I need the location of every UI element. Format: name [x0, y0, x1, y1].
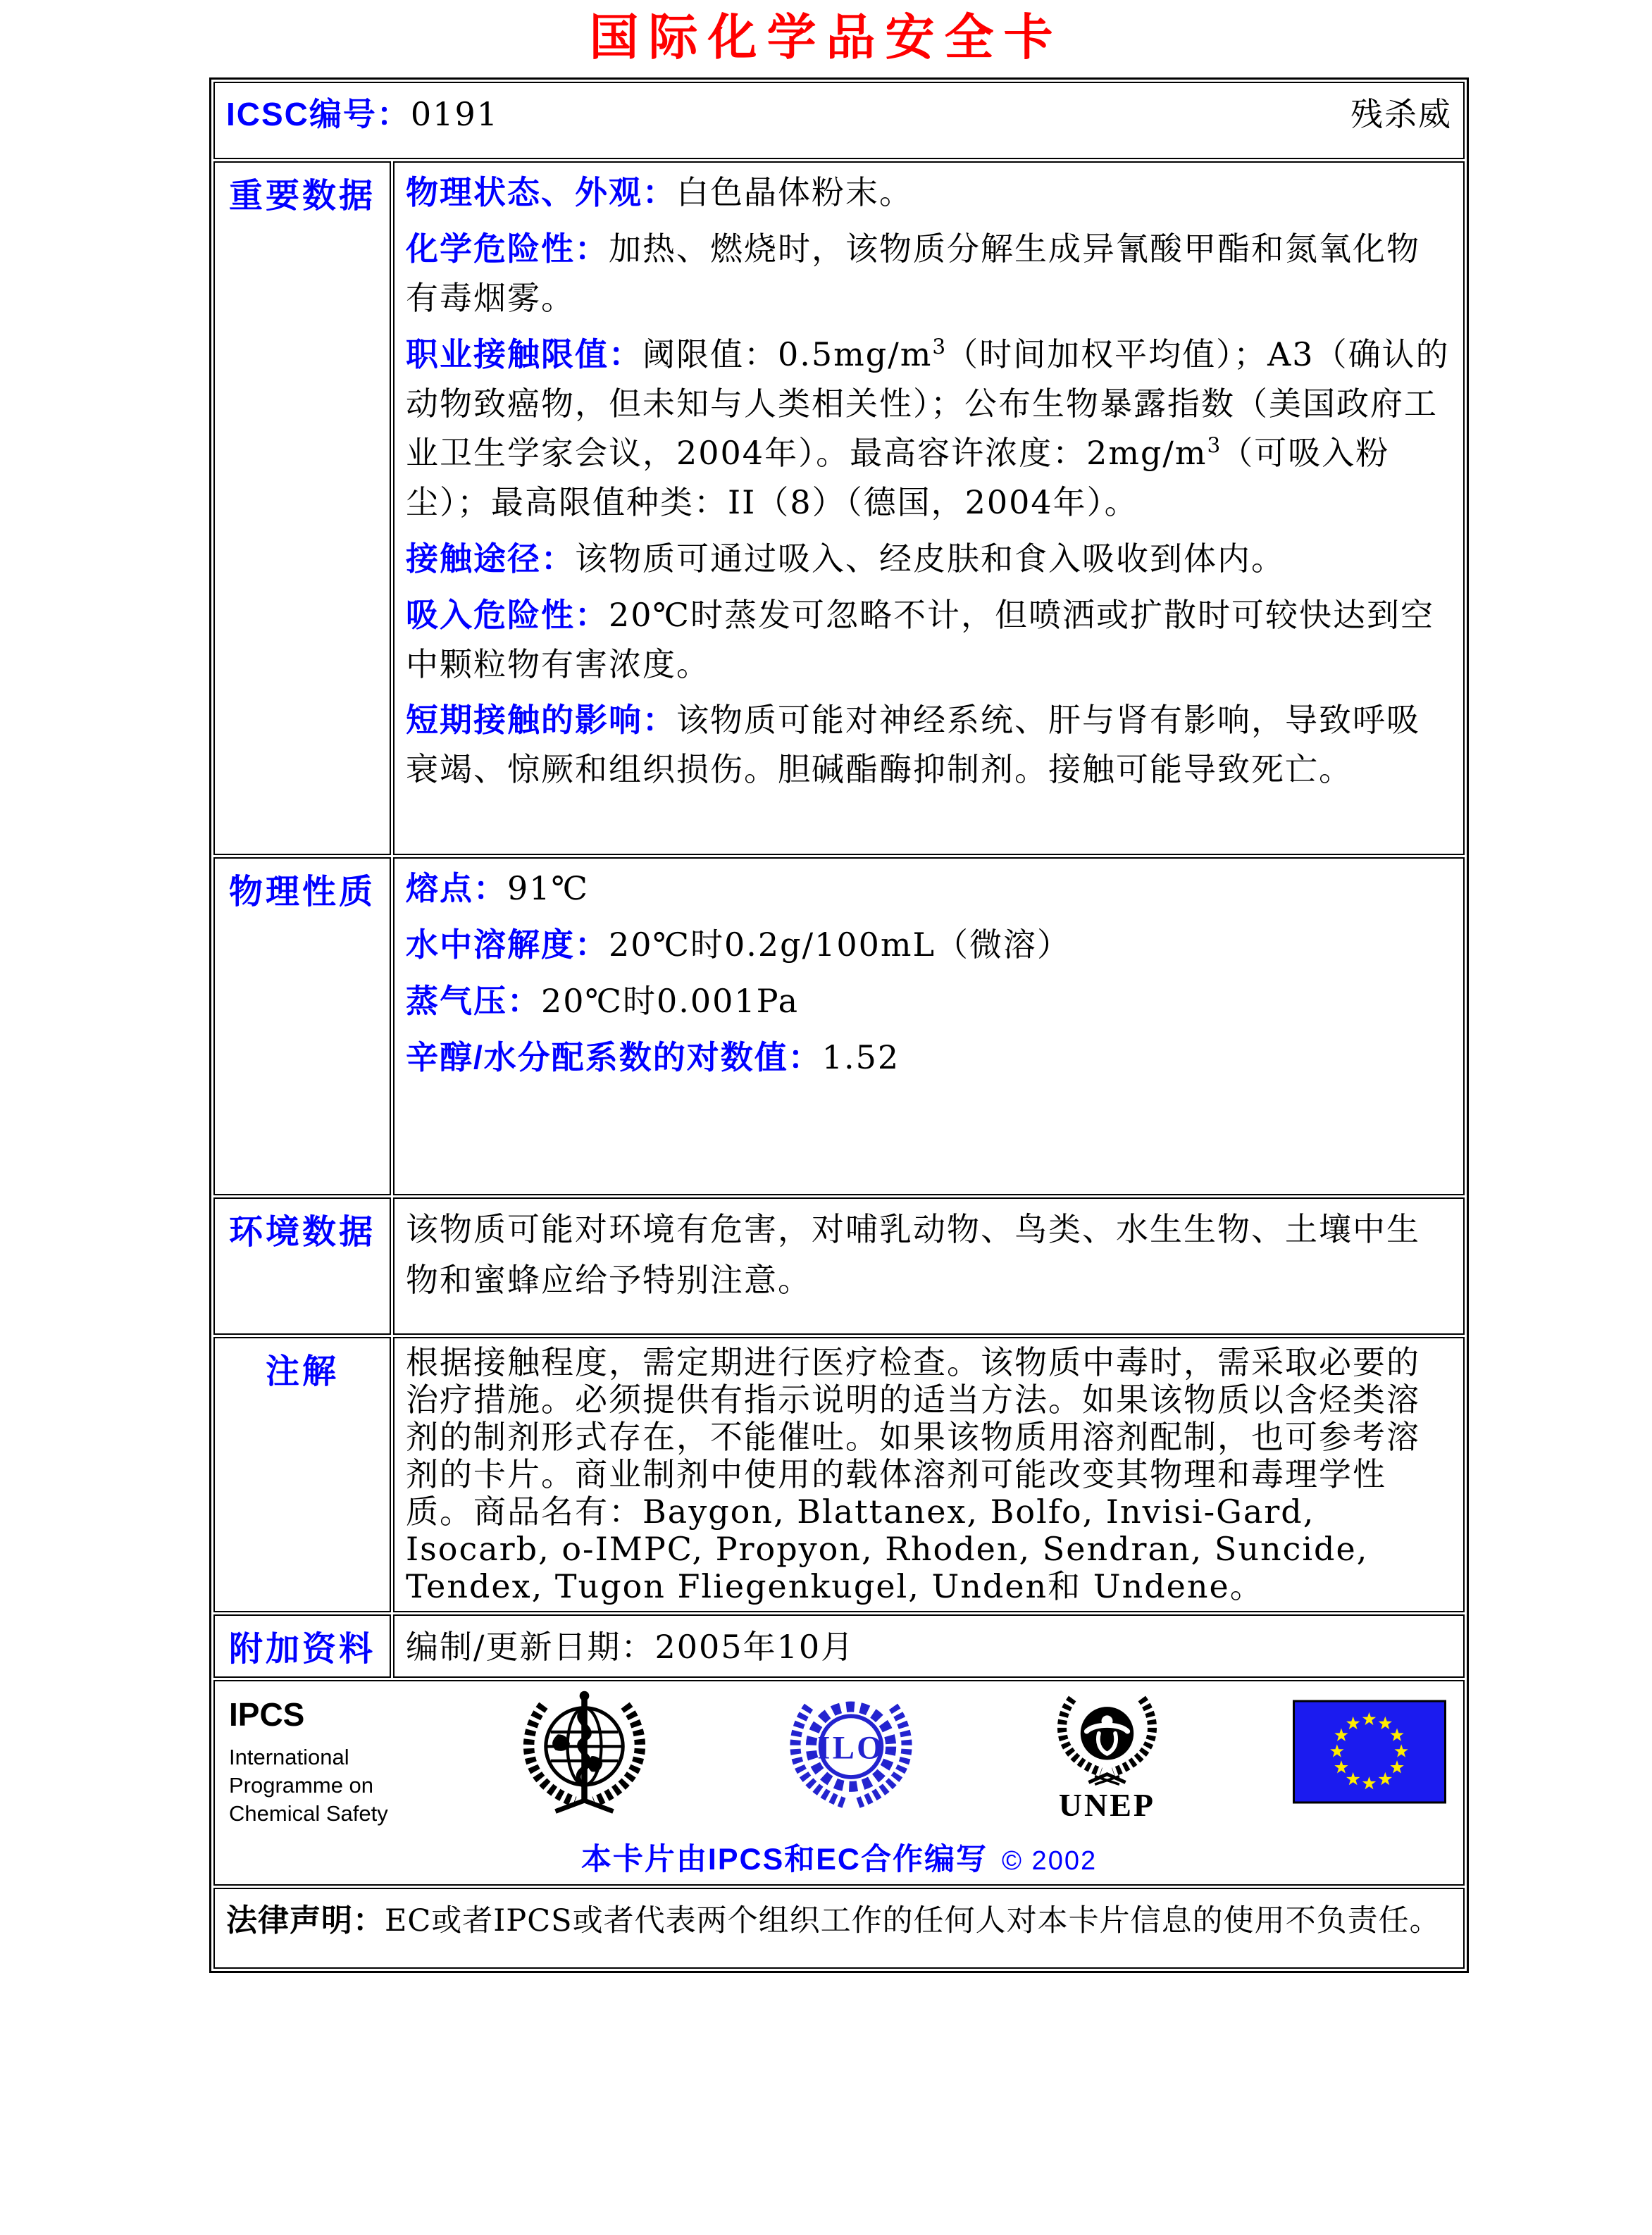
field-value: 20℃时蒸发可忽略不计，但喷洒或扩散时可较快达到空中颗粒物有害浓度。	[406, 595, 1434, 683]
table-row-important-data	[213, 161, 1465, 855]
field-value: （可吸入粉尘）；最高限值种类：II（8）（德国，2004年）。	[406, 433, 1390, 521]
ilo-logo-icon	[781, 1688, 921, 1831]
section-content-physical-properties	[393, 857, 1465, 1195]
header-cell	[213, 82, 1465, 159]
ipcs-name-line: Programme on	[229, 1772, 374, 1798]
field-value: （时间加权平均值）；A3（确认的动物致癌物，但未知与人类相关性）；公布生物暴露指数（美国政府工业卫生学家会议，2004年）。最高容许浓度：2mg/m	[406, 335, 1450, 472]
field-value: 1.52	[821, 1038, 900, 1077]
field-label: 吸入危险性：	[406, 596, 609, 633]
section-label-cell-environment	[213, 1197, 391, 1335]
field-value: 91℃	[507, 869, 589, 908]
notes-text: 根据接触程度，需定期进行医疗检查。该物质中毒时，需采取必要的治疗措施。必须提供有指示说明的适当方法。如果该物质以含烃类溶剂的制剂形式存在，不能催吐。如果该物质用溶剂配制，也可参考溶剂的卡片。商业制剂中使用的载体溶剂可能改变其物理和毒理学性质。商品名有：Baygon, Blattanex, Bolfo, Invisi-Gard, Isocarb, o-IMPC, Propyon, Rhoden, Sendran, Suncide, Tendex, Tugon Fliegenkugel, Unden和 Undene。	[406, 1343, 1420, 1605]
ipcs-abbreviation: IPCS	[229, 1695, 305, 1733]
field-value: 该物质可能对神经系统、肝与肾有影响，导致呼吸衰竭、惊厥和组织损伤。胆碱酯酶抑制剂。接触可能导致死亡。	[406, 701, 1420, 789]
table-row-legal-notice	[213, 1888, 1465, 1969]
section-content-notes	[393, 1337, 1465, 1612]
table-row-notes	[213, 1337, 1465, 1612]
section-label-notes: 注解	[265, 1353, 339, 1391]
eu-flag-icon	[1293, 1700, 1446, 1812]
section-label-environmental-data: 环境数据	[228, 1214, 375, 1252]
logos-row	[226, 1687, 1452, 1831]
legal-notice-text: EC或者IPCS或者代表两个组织工作的任何人对本卡片信息的使用不负责任。	[385, 1903, 1441, 1938]
page-title: 国际化学品安全卡	[589, 8, 1063, 66]
field-value: 阈限值：0.5mg/m	[642, 335, 933, 374]
icsc-card-table	[209, 77, 1469, 1972]
who-logo-icon	[512, 1688, 657, 1831]
section-content-important-data	[393, 161, 1465, 855]
section-content-additional-information	[393, 1614, 1465, 1678]
copyright-text: © 2002	[1002, 1845, 1098, 1876]
field-label: 职业接触限值：	[406, 336, 642, 373]
field-label: 熔点：	[406, 870, 507, 907]
section-content-environmental-data	[393, 1197, 1465, 1335]
field-value: 白色晶体粉末。	[676, 173, 913, 212]
field-short-term-effects	[406, 696, 1452, 795]
field-octanol-water-partition	[406, 1033, 1452, 1083]
field-water-solubility	[406, 921, 1452, 970]
superscript: 3	[932, 335, 946, 359]
credit-text: 本卡片由IPCS和EC合作编写	[580, 1842, 988, 1876]
field-exposure-routes	[406, 535, 1452, 584]
section-label-cell-notes	[213, 1337, 391, 1612]
table-row-environmental-data	[213, 1197, 1465, 1335]
field-value: 加热、燃烧时，该物质分解生成异氰酸甲酯和氮氧化物有毒烟雾。	[406, 230, 1420, 318]
additional-text: 编制/更新日期：2005年10月	[406, 1627, 855, 1666]
icsc-document-page	[0, 10, 1652, 2235]
ipcs-name-line: International	[229, 1744, 349, 1769]
table-row-physical-properties	[213, 857, 1465, 1195]
icsc-number-group	[226, 89, 499, 135]
field-label: 水中溶解度：	[406, 926, 609, 964]
field-chemical-hazard	[406, 225, 1452, 323]
header-row	[226, 89, 1452, 135]
table-row-header	[213, 82, 1465, 159]
environment-text: 该物质可能对环境有危害，对哺乳动物、鸟类、水生生物、土壤中生物和蜜蜂应给予特别注意。	[406, 1210, 1420, 1299]
chemical-name: 残杀威	[1350, 95, 1452, 134]
field-vapor-pressure	[406, 977, 1452, 1026]
ipcs-block	[229, 1694, 388, 1828]
field-value: 该物质可通过吸入、经皮肤和食入吸收到体内。	[575, 539, 1285, 578]
section-label-cell-additional	[213, 1614, 391, 1678]
field-label: 蒸气压：	[406, 983, 541, 1020]
field-label: 接触途径：	[406, 540, 575, 577]
section-label-important-data: 重要数据	[228, 178, 375, 216]
section-label-physical-properties: 物理性质	[228, 873, 375, 911]
field-label: 物理状态、外观：	[406, 174, 676, 211]
ipcs-name-line: Chemical Safety	[229, 1800, 388, 1826]
field-label: 短期接触的影响：	[406, 702, 676, 739]
section-label-additional-information: 附加资料	[228, 1630, 375, 1668]
field-label: 辛醇/水分配系数的对数值：	[406, 1039, 822, 1076]
field-inhalation-risk	[406, 591, 1452, 690]
legal-notice-label: 法律声明：	[226, 1903, 385, 1938]
legal-cell	[213, 1888, 1465, 1969]
field-value: 20℃时0.2g/100mL（微溶）	[609, 926, 1072, 964]
section-label-cell-physical	[213, 857, 391, 1195]
logos-cell	[213, 1680, 1465, 1886]
unep-caption: UNEP	[1058, 1786, 1156, 1823]
table-row-logos	[213, 1680, 1465, 1886]
section-label-cell-important	[213, 161, 391, 855]
field-value: 20℃时0.001Pa	[541, 982, 799, 1021]
ilo-letters: ILO	[817, 1729, 885, 1766]
field-physical-state	[406, 168, 1452, 218]
table-row-additional-information	[213, 1614, 1465, 1678]
field-occupational-exposure-limits	[406, 330, 1452, 528]
unep-logo-icon	[1045, 1688, 1169, 1824]
icsc-number-label: ICSC编号：	[226, 96, 411, 133]
superscript: 3	[1207, 433, 1221, 458]
field-melting-point	[406, 864, 1452, 914]
field-label: 化学危险性：	[406, 230, 609, 268]
icsc-number-value: 0191	[410, 95, 499, 134]
credit-line	[226, 1836, 1452, 1879]
